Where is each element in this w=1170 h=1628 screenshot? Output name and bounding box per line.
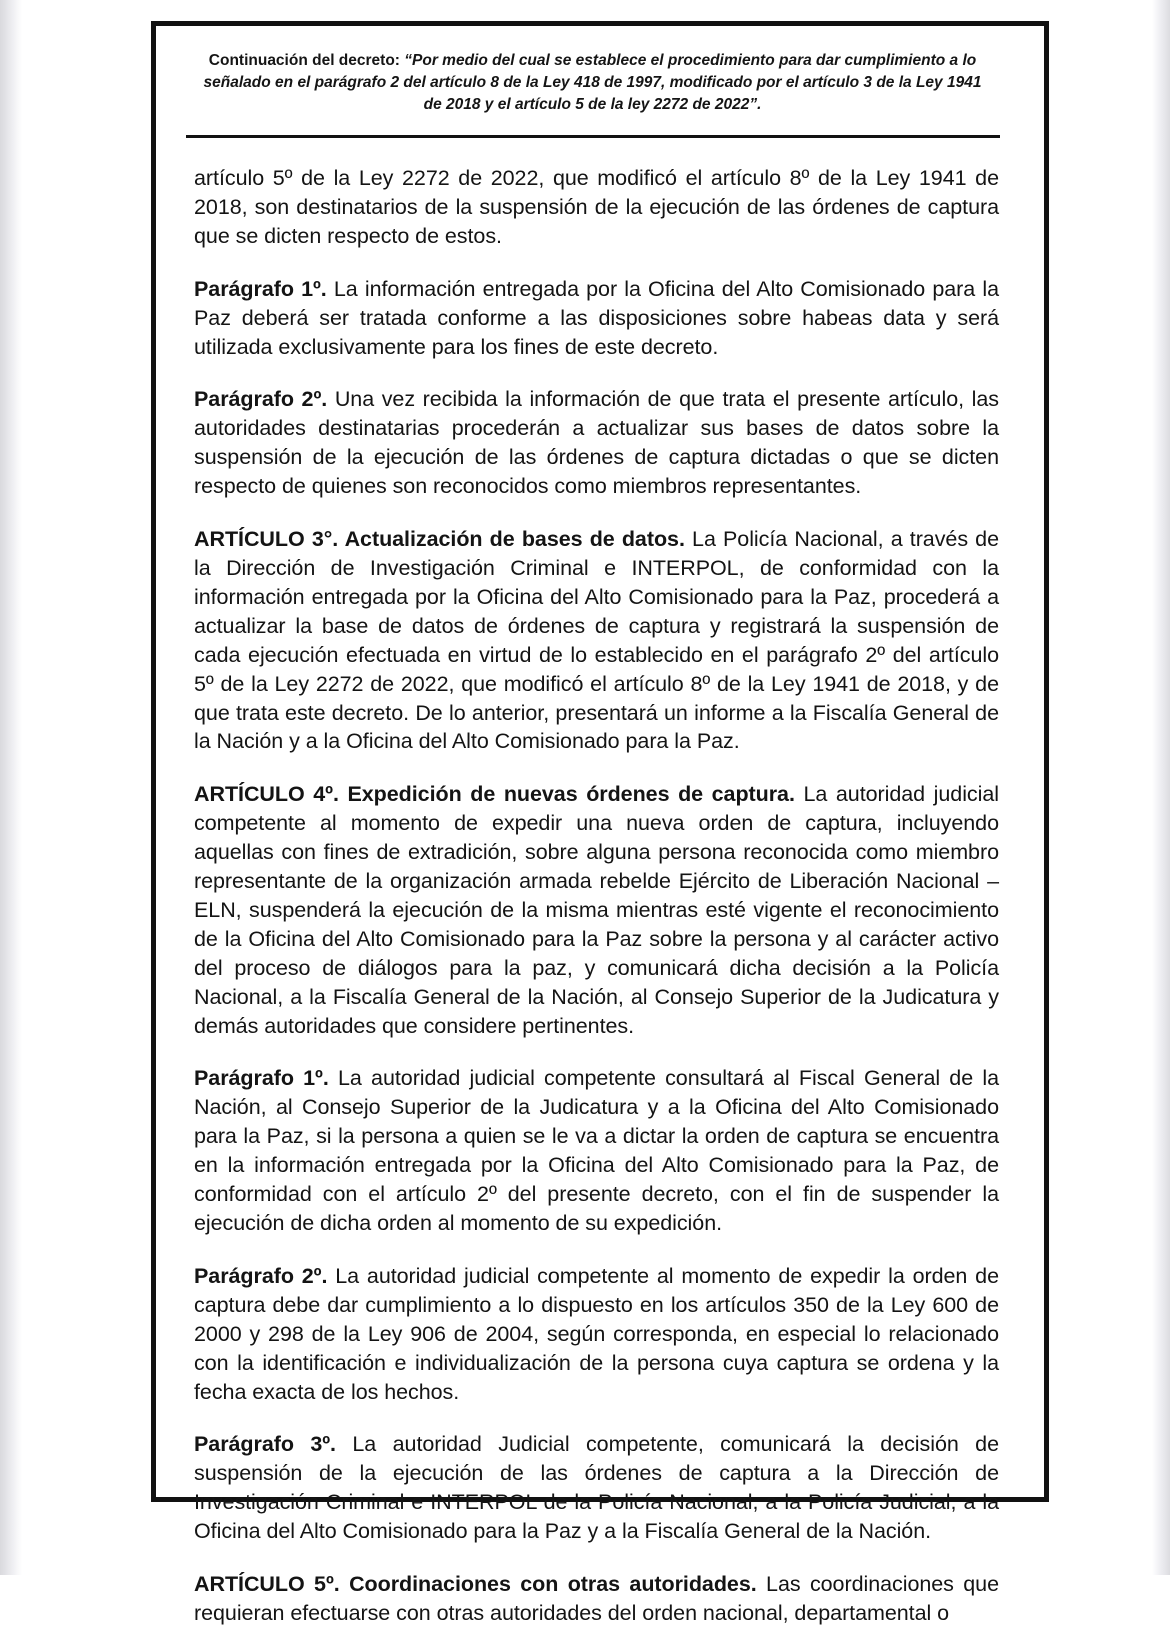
document-page bbox=[22, 0, 1152, 1625]
paragraph-articulo-4 bbox=[194, 780, 999, 1040]
paragraph-paragrafo-2-art4 bbox=[194, 1262, 999, 1407]
paragraph-text: La autoridad judicial competente al momento de expedir la orden de captura debe dar cumplimiento a lo dispuesto en los artículos 350 de la Ley 600 de 2000 y 298 de la Ley 906 de 2004, según corresponda, en especial lo relacionado con la identificación e individualización de la persona cuya captura se ordena y la fecha exacta de los hechos. bbox=[194, 1263, 999, 1404]
page-left-edge-shadow bbox=[0, 0, 22, 1575]
paragraph-text: La información entregada por la Oficina del Alto Comisionado para la Paz deberá ser tratada conforme a las disposiciones sobre habeas data y será utilizada exclusivamente para los fines de este decreto. bbox=[194, 276, 999, 359]
document-body bbox=[186, 164, 999, 1628]
article-heading-label: ARTÍCULO 3°. Actualización de bases de datos. bbox=[194, 527, 685, 552]
page-right-edge-shadow bbox=[1152, 0, 1170, 1575]
document-header bbox=[186, 50, 999, 116]
paragraph-text: La autoridad judicial competente consultará al Fiscal General de la Nación, al Consejo Superior de la Judicatura y a la Oficina del Alto Comisionado para la Paz, si la persona a quien se le va a dictar la orden de captura se encuentra en la información entregada por la Oficina del Alto Comisionado para la Paz, de conformidad con el artículo 2º del presente decreto, con el fin de suspender la ejecución de dicha orden al momento de su expedición. bbox=[194, 1066, 999, 1235]
paragraph-articulo-5 bbox=[194, 1570, 999, 1628]
header-quoted-title: “Por medio del cual se establece el procedimiento para dar cumplimiento a lo señalado en el parágrafo 2 del artículo 8 de la Ley 418 de 1997, modificado por el artículo 3 de la Ley 1941 de 2018 y el artículo 5 de la ley 2272 de 2022”. bbox=[203, 52, 982, 113]
paragraph-label: Parágrafo 3º. bbox=[194, 1432, 336, 1457]
paragraph-text: artículo 5º de la Ley 2272 de 2022, que modificó el artículo 8º de la Ley 1941 de 2018, son destinatarios de la suspensión de la ejecución de las órdenes de captura que se dicten respecto de estos. bbox=[194, 166, 999, 248]
header-lead-text: Continuación del decreto: bbox=[208, 52, 405, 69]
paragraph-text: La autoridad Judicial competente, comunicará la decisión de suspensión de la ejecución de las órdenes de captura a la Dirección de Investigación Criminal e INTERPOL de la Policía Nacional, a la Policía Judicial, a la Oficina del Alto Comisionado para la Paz y a la Fiscalía General de la Nación. bbox=[194, 1432, 1000, 1544]
paragraph-label: Parágrafo 1º. bbox=[194, 276, 327, 301]
paragraph-label: Parágrafo 1º. bbox=[194, 1066, 329, 1091]
paragraph-label: Parágrafo 2º. bbox=[194, 1263, 328, 1288]
paragraph-paragrafo-3-art4 bbox=[194, 1430, 999, 1546]
paragraph-paragrafo-1-art2 bbox=[194, 275, 999, 362]
paragraph-text: Las coordinaciones que requieran efectuarse con otras autoridades del orden nacional, departamental o bbox=[194, 1572, 999, 1625]
paragraph-paragrafo-1-art4 bbox=[194, 1064, 999, 1237]
paragraph-text: La autoridad judicial competente al momento de expedir una nueva orden de captura, incluyendo aquellas con fines de extradición, sobre alguna persona reconocida como miembro representante de la organización armada rebelde Ejército de Liberación Nacional – ELN, suspenderá la ejecución de la misma mientras esté vigente el reconocimiento de la Oficina del Alto Comisionado para la Paz sobre la persona y al carácter activo del proceso de diálogos para la paz, y comunicará dicha decisión a la Policía Nacional, a la Fiscalía General de la Nación, al Consejo Superior de la Judicatura y demás autoridades que considere pertinentes. bbox=[194, 782, 999, 1038]
decree-content-area bbox=[156, 26, 1044, 1625]
paragraph-text: Una vez recibida la información de que trata el presente artículo, las autoridades destinatarias procederán a actualizar sus bases de datos sobre la suspensión de la ejecución de las órdenes de captura dictadas o que se dicten respecto de quienes son reconocidos como miembros representantes. bbox=[194, 387, 999, 499]
paragraph-paragrafo-2-art2 bbox=[194, 385, 999, 501]
paragraph-continuation-articulo-2 bbox=[194, 164, 999, 251]
article-heading-label: ARTÍCULO 4º. Expedición de nuevas órdenes de captura. bbox=[194, 782, 795, 807]
paragraph-articulo-3 bbox=[194, 525, 999, 756]
article-heading-label: ARTÍCULO 5º. Coordinaciones con otras autoridades. bbox=[194, 1572, 757, 1597]
decree-border-frame bbox=[151, 21, 1049, 1625]
header-divider-rule bbox=[186, 135, 1000, 138]
paragraph-text: La Policía Nacional, a través de la Dirección de Investigación Criminal e INTERPOL, de conformidad con la información entregada por la Oficina del Alto Comisionado para la Paz, procederá a actualizar la base de datos de órdenes de captura y registrará la suspensión de cada ejecución efectuada en virtud de lo establecido en el parágrafo 2º del artículo 5º de la Ley 2272 de 2022, que modificó el artículo 8º de la Ley 1941 de 2018, y de que trata este decreto. De lo anterior, presentará un informe a la Fiscalía General de la Nación y a la Oficina del Alto Comisionado para la Paz. bbox=[194, 527, 999, 754]
paragraph-label: Parágrafo 2º. bbox=[194, 387, 328, 412]
